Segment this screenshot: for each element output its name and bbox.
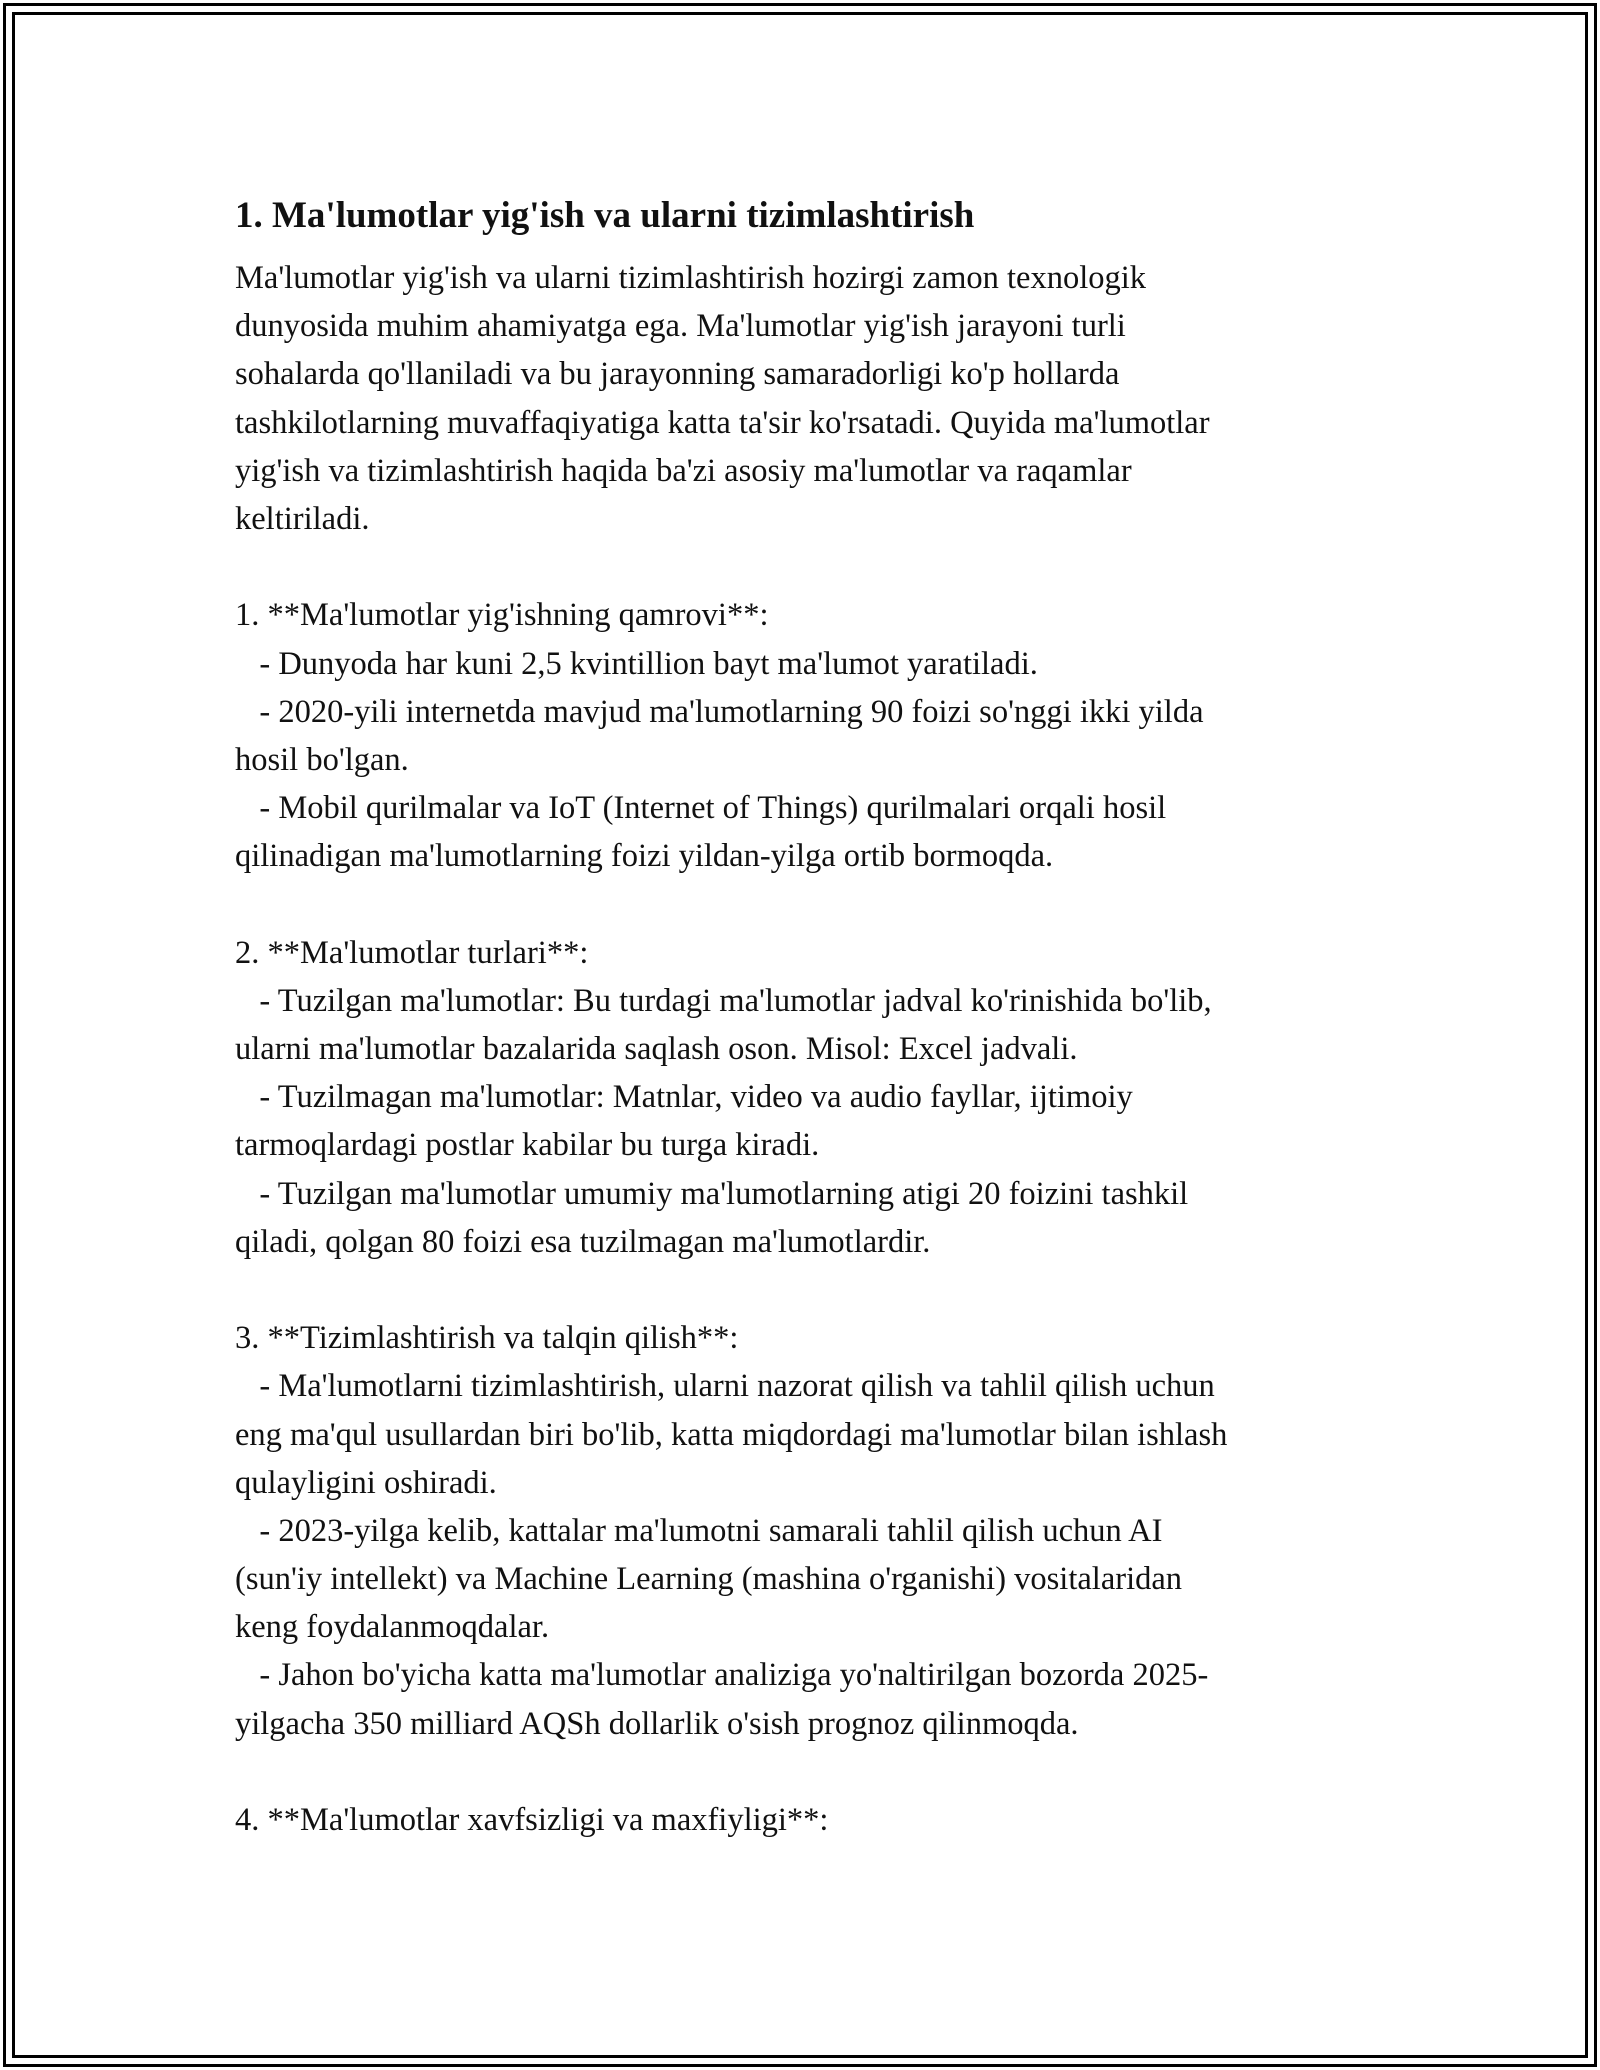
text-line: yilgacha 350 milliard AQSh dollarlik o'sish prognoz qilinmoqda. — [235, 1705, 1079, 1742]
text-line: dunyosida muhim ahamiyatga ega. Ma'lumotlar yig'ish jarayoni turli — [235, 308, 1126, 345]
text-line: - Jahon bo'yicha katta ma'lumotlar analiziga yo'naltirilgan bozorda 2025- — [235, 1657, 1209, 1694]
document-text — [235, 254, 1375, 1844]
text-line: yig'ish va tizimlashtirish haqida ba'zi asosiy ma'lumotlar va raqamlar — [235, 452, 1132, 489]
text-line: - 2020-yili internetda mavjud ma'lumotlarning 90 foizi so'nggi ikki yilda — [235, 693, 1204, 730]
text-line: (sun'iy intellekt) va Machine Learning (mashina o'rganishi) vositalaridan — [235, 1561, 1183, 1598]
text-line: - Tuzilgan ma'lumotlar umumiy ma'lumotlarning atigi 20 foizini tashkil — [235, 1175, 1189, 1212]
blank-line — [235, 880, 1375, 928]
text-line: tashkilotlarning muvaffaqiyatiga katta ta'sir ko'rsatadi. Quyida ma'lumotlar — [235, 404, 1210, 441]
text-line: eng ma'qul usullardan biri bo'lib, katta miqdordagi ma'lumotlar bilan ishlash — [235, 1416, 1228, 1453]
text-line: keng foydalanmoqdalar. — [235, 1609, 550, 1646]
document-body — [235, 186, 1375, 1844]
text-line: 2. **Ma'lumotlar turlari**: — [235, 934, 589, 971]
text-line: - Mobil qurilmalar va IoT (Internet of Things) qurilmalari orqali hosil — [235, 790, 1167, 827]
blank-line — [235, 1266, 1375, 1314]
text-line: - Tuzilmagan ma'lumotlar: Matnlar, video va audio fayllar, ijtimoiy — [235, 1079, 1133, 1116]
blank-line — [235, 543, 1375, 591]
text-line: 3. **Tizimlashtirish va talqin qilish**: — [235, 1320, 739, 1357]
text-line: hosil bo'lgan. — [235, 741, 409, 778]
text-line: qiladi, qolgan 80 foizi esa tuzilmagan ma'lumotlardir. — [235, 1223, 931, 1260]
text-line: Ma'lumotlar yig'ish va ularni tizimlashtirish hozirgi zamon texnologik — [235, 260, 1147, 296]
text-line: sohalarda qo'llaniladi va bu jarayonning samaradorligi ko'p hollarda — [235, 356, 1120, 393]
text-line: 1. **Ma'lumotlar yig'ishning qamrovi**: — [235, 597, 769, 634]
text-line: qulayligini oshiradi. — [235, 1464, 497, 1501]
text-line: tarmoqlardagi postlar kabilar bu turga kiradi. — [235, 1127, 820, 1164]
text-line: - 2023-yilga kelib, kattalar ma'lumotni samarali tahlil qilish uchun AI — [235, 1512, 1163, 1549]
text-line: - Ma'lumotlarni tizimlashtirish, ularni nazorat qilish va tahlil qilish uchun — [235, 1368, 1215, 1405]
blank-line — [235, 1748, 1375, 1796]
text-line: qilinadigan ma'lumotlarning foizi yildan-yilga ortib bormoqda. — [235, 838, 1054, 875]
text-line: ularni ma'lumotlar bazalarida saqlash oson. Misol: Excel jadvali. — [235, 1031, 1078, 1067]
text-line: - Tuzilgan ma'lumotlar: Bu turdagi ma'lumotlar jadval ko'rinishida bo'lib, — [235, 982, 1212, 1019]
document-title: 1. Ma'lumotlar yig'ish va ularni tizimlashtirish — [235, 195, 975, 236]
text-line: 4. **Ma'lumotlar xavfsizligi va maxfiyligi**: — [235, 1802, 829, 1838]
text-line: - Dunyoda har kuni 2,5 kvintillion bayt ma'lumot yaratiladi. — [235, 645, 1038, 682]
text-line: keltiriladi. — [235, 500, 370, 537]
